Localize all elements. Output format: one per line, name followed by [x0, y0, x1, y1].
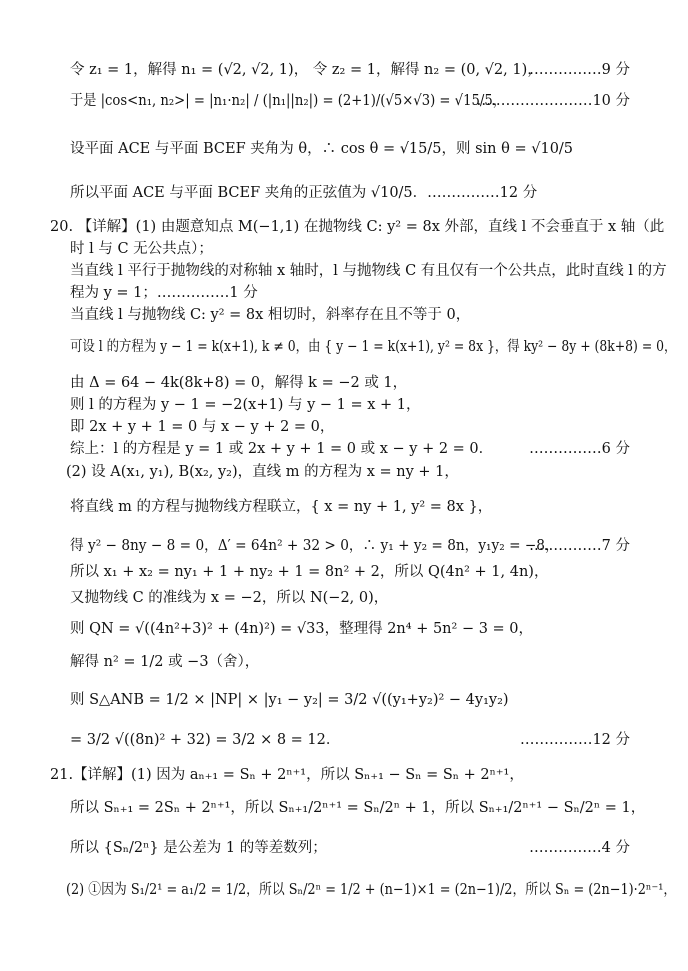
- score-mark: ……………9 分: [529, 62, 630, 78]
- line-13: [0, 437, 688, 461]
- line-20: [0, 650, 688, 674]
- line-text: 可设 l 的方程为 y − 1 = k(x+1), k ≠ 0，由 { y − 1 = k(x+1), y² = 8x }，得 ky² − 8y + (8k+8) = 0，: [70, 339, 677, 355]
- line-23: [0, 763, 688, 787]
- line-text: 20. 【详解】(1) 由题意知点 M(−1,1) 在抛物线 C: y² = 8x 外部，直线 l 不会垂直于 x 轴（此: [50, 219, 665, 235]
- line-11: [0, 393, 688, 417]
- line-text: 将直线 m 的方程与抛物线方程联立，{ x = ny + 1, y² = 8x }，: [70, 499, 493, 515]
- line-9: [0, 335, 688, 359]
- line-6: [0, 259, 688, 283]
- line-8: [0, 303, 688, 327]
- line-21: [0, 688, 688, 712]
- line-text: 则 S△ANB = 1/2 × |NP| × |y₁ − y₂| = 3/2 √((y₁+y₂)² − 4y₁y₂): [70, 692, 509, 708]
- line-text: 解得 n² = 1/2 或 −3（舍），: [70, 654, 260, 670]
- line-3: [0, 181, 688, 205]
- line-text: 时 l 与 C 无公共点）；: [70, 241, 213, 257]
- line-text: 综上：l 的方程是 y = 1 或 2x + y + 1 = 0 或 x − y + 2 = 0．: [70, 441, 494, 457]
- line-text: 当直线 l 平行于抛物线的对称轴 x 轴时，l 与抛物线 C 有且仅有一个公共点，此时直线 l 的方: [70, 263, 667, 279]
- line-text: 程为 y = 1；……………1 分: [70, 285, 258, 301]
- line-15: [0, 495, 688, 519]
- line-text: 于是 |cos<n₁, n₂>| = |n₁·n₂| / (|n₁||n₂|) = (2+1)/(√5×√3) = √15/5，: [70, 93, 506, 109]
- line-16: [0, 534, 688, 558]
- line-19: [0, 617, 688, 641]
- score-mark: ……………6 分: [529, 441, 630, 457]
- line-24: [0, 796, 688, 820]
- line-text: = 3/2 √((8n)² + 32) = 3/2 × 8 = 12．: [70, 732, 341, 748]
- line-14: [0, 460, 688, 484]
- score-mark: ……………7 分: [529, 538, 630, 554]
- line-text: 则 l 的方程为 y − 1 = −2(x+1) 与 y − 1 = x + 1，: [70, 397, 421, 413]
- line-0: [0, 58, 688, 82]
- line-26: [0, 878, 688, 902]
- line-text: 由 Δ = 64 − 4k(8k+8) = 0，解得 k = −2 或 1，: [70, 375, 408, 391]
- line-22: [0, 728, 688, 752]
- line-text: 设平面 ACE 与平面 BCEF 夹角为 θ，∴ cos θ = √15/5，则 sin θ = √10/5: [70, 141, 574, 157]
- score-mark: ……………4 分: [529, 840, 630, 856]
- line-4: [0, 215, 688, 239]
- line-text: 所以平面 ACE 与平面 BCEF 夹角的正弦值为 √10/5．……………12 分: [70, 185, 538, 201]
- line-18: [0, 586, 688, 610]
- line-7: [0, 281, 688, 305]
- line-1: [0, 89, 688, 113]
- line-2: [0, 137, 688, 161]
- line-5: [0, 237, 688, 261]
- line-text: 则 QN = √((4n²+3)² + (4n)²) = √33，整理得 2n⁴ + 5n² − 3 = 0，: [70, 621, 534, 637]
- line-text: 当直线 l 与抛物线 C: y² = 8x 相切时，斜率存在且不等于 0，: [70, 307, 471, 323]
- line-text: 得 y² − 8ny − 8 = 0，Δ′ = 64n² + 32 > 0，∴ y₁ + y₂ = 8n，y₁y₂ = −8，: [70, 538, 559, 554]
- line-25: [0, 836, 688, 860]
- line-12: [0, 415, 688, 439]
- line-text: 21.【详解】(1) 因为 aₙ₊₁ = Sₙ + 2ⁿ⁺¹，所以 Sₙ₊₁ − Sₙ = Sₙ + 2ⁿ⁺¹，: [50, 767, 524, 783]
- line-10: [0, 371, 688, 395]
- score-mark: ……………12 分: [519, 732, 630, 748]
- line-text: 又抛物线 C 的准线为 x = −2，所以 N(−2, 0)，: [70, 590, 389, 606]
- line-text: (2) ①因为 S₁/2¹ = a₁/2 = 1/2，所以 Sₙ/2ⁿ = 1/2 + (n−1)×1 = (2n−1)/2，所以 Sₙ = (2n−1)·2ⁿ⁻¹，: [66, 882, 677, 898]
- line-text: 令 z₁ = 1，解得 n₁ = (√2, √2, 1)， 令 z₂ = 1，解得 n₂ = (0, √2, 1)，: [70, 62, 542, 78]
- line-text: 即 2x + y + 1 = 0 与 x − y + 2 = 0，: [70, 419, 335, 435]
- line-text: 所以 x₁ + x₂ = ny₁ + 1 + ny₂ + 1 = 8n² + 2，所以 Q(4n² + 1, 4n)，: [70, 564, 549, 580]
- score-mark: ……………………10 分: [476, 93, 630, 109]
- line-text: 所以 Sₙ₊₁ = 2Sₙ + 2ⁿ⁺¹，所以 Sₙ₊₁/2ⁿ⁺¹ = Sₙ/2ⁿ + 1，所以 Sₙ₊₁/2ⁿ⁺¹ − Sₙ/2ⁿ = 1，: [70, 800, 646, 816]
- line-text: (2) 设 A(x₁, y₁), B(x₂, y₂)，直线 m 的方程为 x = ny + 1，: [66, 464, 459, 480]
- line-17: [0, 560, 688, 584]
- line-text: 所以 {Sₙ/2ⁿ} 是公差为 1 的等差数列；: [70, 840, 327, 856]
